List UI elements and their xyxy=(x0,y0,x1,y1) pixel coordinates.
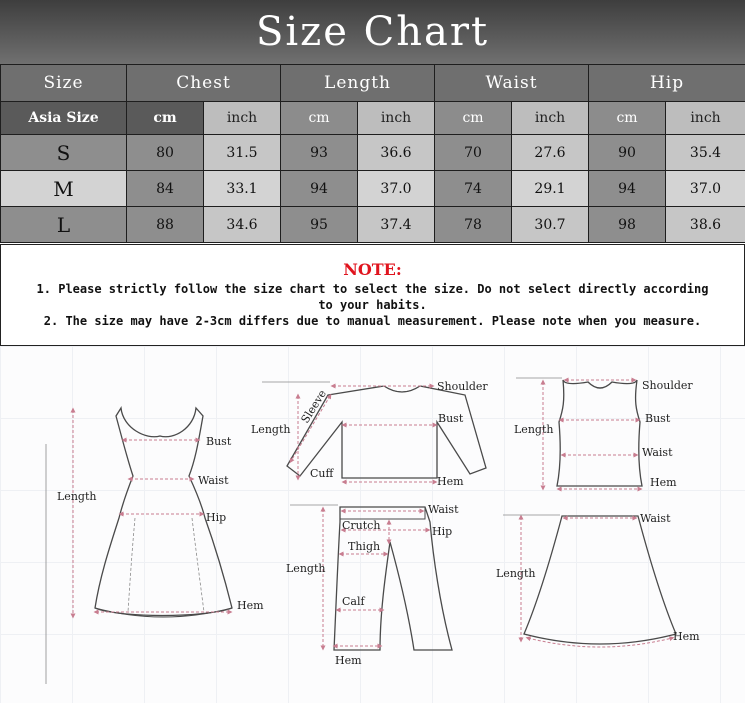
pants-thigh-label: Thigh xyxy=(348,540,381,553)
note-line-1: 1. Please strictly follow the size chart to select the size. Do not select directly according to your habits. xyxy=(36,282,709,312)
shirt-shoulder-label: Shoulder xyxy=(437,380,488,393)
chest-header: Chest xyxy=(127,65,281,102)
unit-inch: inch xyxy=(204,102,281,135)
unit-inch: inch xyxy=(512,102,589,135)
title-bar xyxy=(0,0,745,64)
pants-hem-label: Hem xyxy=(335,654,362,667)
top-shoulder-label: Shoulder xyxy=(642,379,693,392)
length-header: Length xyxy=(281,65,435,102)
table-row xyxy=(1,171,745,207)
value-cell: 95 xyxy=(281,207,358,243)
size-cell: S xyxy=(1,135,127,171)
top-hem-label: Hem xyxy=(650,476,677,489)
unit-cm: cm xyxy=(281,102,358,135)
shirt-collar xyxy=(384,386,420,392)
dress-hem-label: Hem xyxy=(237,599,264,612)
value-cell: 98 xyxy=(589,207,666,243)
size-cell: L xyxy=(1,207,127,243)
top-diagram xyxy=(514,378,693,489)
dress-length-label: Length xyxy=(57,490,97,503)
value-cell: 80 xyxy=(127,135,204,171)
size-header: Size xyxy=(1,65,127,102)
pants-waistband xyxy=(340,507,425,519)
note-title: NOTE: xyxy=(343,260,402,279)
pants-diagram xyxy=(286,503,459,667)
value-cell: 27.6 xyxy=(512,135,589,171)
value-cell: 29.1 xyxy=(512,171,589,207)
table-row xyxy=(1,207,745,243)
unit-inch: inch xyxy=(358,102,435,135)
unit-row xyxy=(1,102,745,135)
value-cell: 90 xyxy=(589,135,666,171)
value-cell: 84 xyxy=(127,171,204,207)
value-cell: 94 xyxy=(281,171,358,207)
skirt-outline xyxy=(524,516,676,644)
skirt-hem-label: Hem xyxy=(673,630,700,643)
value-cell: 37.0 xyxy=(666,171,745,207)
hip-header: Hip xyxy=(589,65,745,102)
value-cell: 70 xyxy=(435,135,512,171)
page-title: Size Chart xyxy=(255,9,490,55)
note-box xyxy=(0,244,745,346)
size-table xyxy=(0,64,745,243)
value-cell: 94 xyxy=(589,171,666,207)
value-cell: 38.6 xyxy=(666,207,745,243)
value-cell: 37.0 xyxy=(358,171,435,207)
top-waist-label: Waist xyxy=(642,446,673,459)
asia-size-label: Asia Size xyxy=(1,102,127,135)
shirt-diagram xyxy=(251,380,488,488)
value-cell: 88 xyxy=(127,207,204,243)
table-row xyxy=(1,135,745,171)
measurement-diagrams xyxy=(0,346,745,703)
pants-waist-label: Waist xyxy=(428,503,459,516)
waist-header: Waist xyxy=(435,65,589,102)
note-line-2: 2. The size may have 2-3cm differs due to manual measurement. Please note when you measure. xyxy=(43,314,702,328)
value-cell: 34.6 xyxy=(204,207,281,243)
unit-inch: inch xyxy=(666,102,745,135)
shirt-cuff-label: Cuff xyxy=(310,467,334,480)
table-header-row xyxy=(1,65,745,102)
value-cell: 93 xyxy=(281,135,358,171)
value-cell: 36.6 xyxy=(358,135,435,171)
value-cell: 33.1 xyxy=(204,171,281,207)
value-cell: 74 xyxy=(435,171,512,207)
pants-length-label: Length xyxy=(286,562,326,575)
value-cell: 78 xyxy=(435,207,512,243)
size-cell: M xyxy=(1,171,127,207)
shirt-sleeve-label: Sleeve xyxy=(298,387,330,426)
dress-waist-label: Waist xyxy=(198,474,229,487)
value-cell: 37.4 xyxy=(358,207,435,243)
unit-cm: cm xyxy=(127,102,204,135)
value-cell: 31.5 xyxy=(204,135,281,171)
pants-calf-label: Calf xyxy=(342,595,365,608)
shirt-bust-label: Bust xyxy=(438,412,464,425)
value-cell: 30.7 xyxy=(512,207,589,243)
top-length-label: Length xyxy=(514,423,554,436)
unit-cm: cm xyxy=(435,102,512,135)
top-outline xyxy=(557,380,642,486)
pants-hip-label: Hip xyxy=(432,525,453,538)
dress-hip-label: Hip xyxy=(206,511,227,524)
pants-crutch-label: Crutch xyxy=(342,519,381,532)
top-bust-label: Bust xyxy=(645,412,671,425)
value-cell: 35.4 xyxy=(666,135,745,171)
dress-bust-label: Bust xyxy=(206,435,232,448)
dress-fold-line xyxy=(128,518,204,612)
shirt-length-label: Length xyxy=(251,423,291,436)
skirt-waist-label: Waist xyxy=(640,512,671,525)
skirt-diagram xyxy=(496,512,700,647)
unit-cm: cm xyxy=(589,102,666,135)
dress-diagram xyxy=(46,408,264,684)
shirt-hem-label: Hem xyxy=(437,475,464,488)
skirt-length-label: Length xyxy=(496,567,536,580)
